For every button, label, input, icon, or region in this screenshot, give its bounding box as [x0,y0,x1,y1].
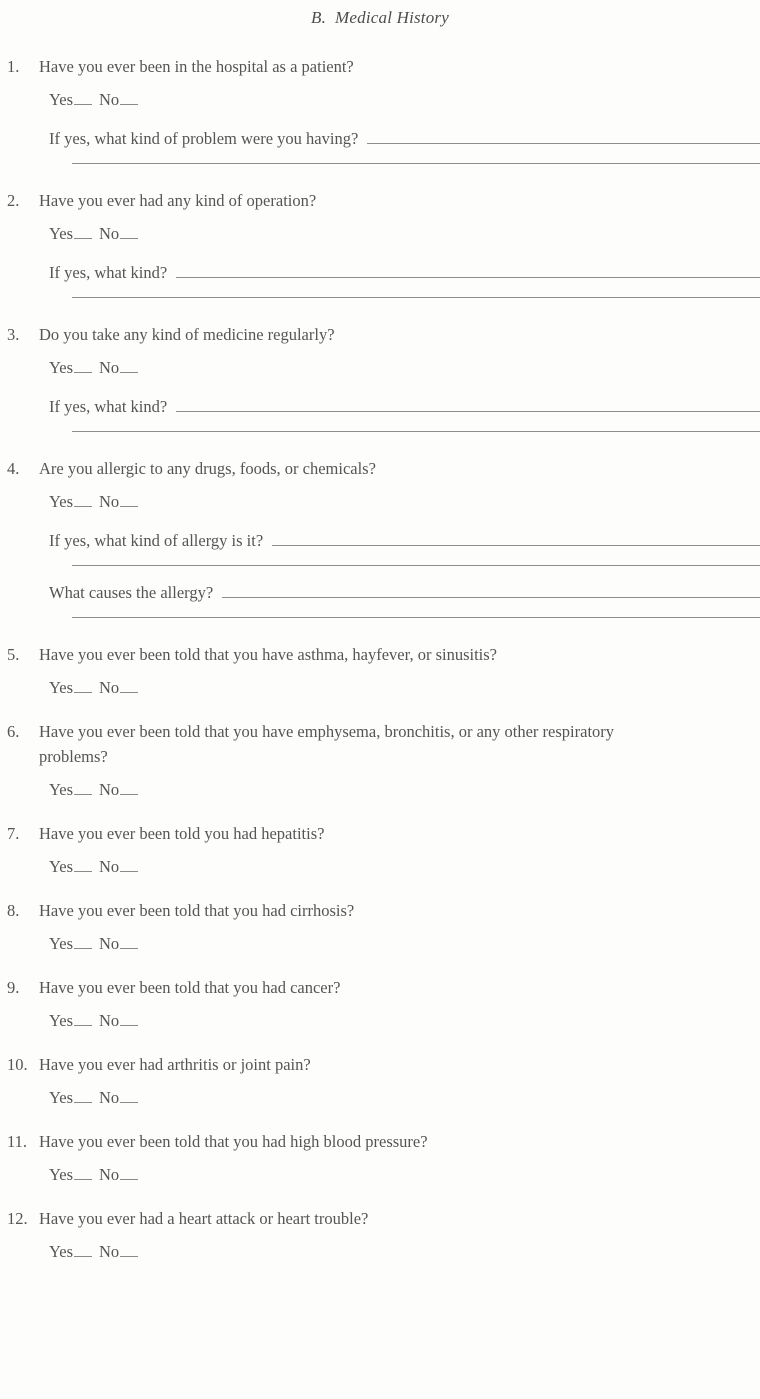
question-spacer [0,700,760,719]
yes-checkbox-blank[interactable] [74,1242,92,1257]
question-spacer [0,298,760,322]
yes-label: Yes [49,1088,74,1107]
question-spacer [0,1033,760,1052]
no-checkbox-blank[interactable] [120,678,138,693]
question-text: Have you ever had a heart attack or heart trouble? [39,1209,369,1228]
question-item [7,898,760,956]
question-item [7,322,760,432]
no-label: No [99,90,120,109]
yes-checkbox-blank[interactable] [74,492,92,507]
question-text: Do you take any kind of medicine regularly? [39,325,335,344]
yes-no-answer-row [49,777,760,802]
question-number: 8. [7,901,20,920]
no-checkbox-blank[interactable] [120,1242,138,1257]
yes-no-answer-row [49,355,760,380]
yes-label: Yes [49,780,74,799]
question-number: 7. [7,824,20,843]
question-item [7,188,760,298]
yes-checkbox-blank[interactable] [74,780,92,795]
no-label: No [99,678,120,697]
no-checkbox-blank[interactable] [120,1011,138,1026]
question-spacer [0,956,760,975]
yes-checkbox-blank[interactable] [74,857,92,872]
question-number: 2. [7,191,20,210]
yes-checkbox-blank[interactable] [74,1165,92,1180]
question-number: 6. [7,722,20,741]
question-spacer [0,802,760,821]
question-item [7,1129,760,1187]
question-spacer [0,618,760,642]
question-spacer [0,1110,760,1129]
question-text: Have you ever been told you had hepatitis? [39,824,325,843]
yes-label: Yes [49,678,74,697]
question-number: 9. [7,978,20,997]
question-text: Have you ever had any kind of operation? [39,191,317,210]
question-item [7,1052,760,1110]
yes-no-answer-row [49,87,760,112]
yes-label: Yes [49,934,74,953]
question-text: Have you ever had arthritis or joint pain? [39,1055,311,1074]
sub-question-row [49,394,760,419]
question-text: Have you ever been in the hospital as a patient? [39,57,354,76]
no-label: No [99,857,120,876]
sub-question-label: If yes, what kind of problem were you having? [49,129,359,148]
no-checkbox-blank[interactable] [120,358,138,373]
question-text: Have you ever been told that you have asthma, hayfever, or sinusitis? [39,645,497,664]
question-item [7,642,760,700]
answer-continuation-line[interactable] [72,565,760,566]
question-text: Have you ever been told that you had cancer? [39,978,341,997]
yes-checkbox-blank[interactable] [74,358,92,373]
question-item [7,975,760,1033]
yes-checkbox-blank[interactable] [74,224,92,239]
no-label: No [99,224,120,243]
question-item [7,456,760,618]
yes-label: Yes [49,492,74,511]
no-checkbox-blank[interactable] [120,780,138,795]
question-number: 1. [7,57,20,76]
yes-no-answer-row [49,1008,760,1033]
sub-question-label: If yes, what kind? [49,397,168,416]
sub-question-row [49,126,760,151]
yes-checkbox-blank[interactable] [74,678,92,693]
answer-write-in-line[interactable] [367,129,760,144]
no-label: No [99,358,120,377]
question-spacer [0,432,760,456]
yes-label: Yes [49,1165,74,1184]
answer-continuation-line[interactable] [72,297,760,298]
sub-question-row [49,580,760,605]
sub-question-row [49,528,760,553]
no-label: No [99,780,120,799]
yes-label: Yes [49,358,74,377]
sub-question-label: If yes, what kind? [49,263,168,282]
no-label: No [99,1165,120,1184]
question-item [7,821,760,879]
sub-question-label: If yes, what kind of allergy is it? [49,531,264,550]
yes-label: Yes [49,90,74,109]
question-number: 4. [7,459,20,478]
question-item [7,1206,760,1264]
page-title [0,0,760,28]
no-checkbox-blank[interactable] [120,1088,138,1103]
no-label: No [99,934,120,953]
no-checkbox-blank[interactable] [120,1165,138,1180]
question-number: 5. [7,645,20,664]
yes-no-answer-row [49,221,760,246]
question-spacer [0,1187,760,1206]
answer-write-in-line[interactable] [272,531,760,546]
no-checkbox-blank[interactable] [120,857,138,872]
yes-no-answer-row [49,489,760,514]
question-text: Have you ever been told that you have emphysema, bronchitis, or any other respiratory problems? [39,722,615,766]
question-spacer [0,879,760,898]
yes-no-answer-row [49,1239,760,1264]
answer-continuation-line[interactable] [72,617,760,618]
section-title-text: Medical History [335,8,449,27]
question-number: 11. [7,1132,28,1151]
no-label: No [99,1242,120,1261]
answer-write-in-line[interactable] [176,397,760,412]
no-checkbox-blank[interactable] [120,934,138,949]
question-spacer [0,1264,760,1283]
yes-checkbox-blank[interactable] [74,1011,92,1026]
question-text: Have you ever been told that you had cirrhosis? [39,901,355,920]
answer-continuation-line[interactable] [72,163,760,164]
yes-label: Yes [49,857,74,876]
no-label: No [99,1011,120,1030]
yes-no-answer-row [49,1162,760,1187]
question-list [0,54,760,1283]
yes-no-answer-row [49,1085,760,1110]
no-label: No [99,1088,120,1107]
answer-continuation-line[interactable] [72,431,760,432]
yes-no-answer-row [49,931,760,956]
sub-question-label: What causes the allergy? [49,583,214,602]
question-item [7,54,760,164]
yes-label: Yes [49,1011,74,1030]
no-checkbox-blank[interactable] [120,90,138,105]
question-text: Are you allergic to any drugs, foods, or chemicals? [39,459,376,478]
answer-write-in-line[interactable] [176,263,760,278]
yes-checkbox-blank[interactable] [74,934,92,949]
yes-no-answer-row [49,675,760,700]
yes-label: Yes [49,224,74,243]
yes-label: Yes [49,1242,74,1261]
no-checkbox-blank[interactable] [120,224,138,239]
no-checkbox-blank[interactable] [120,492,138,507]
question-item [7,719,760,802]
yes-checkbox-blank[interactable] [74,90,92,105]
question-number: 10. [7,1055,28,1074]
yes-no-answer-row [49,854,760,879]
section-letter: B. [311,8,327,27]
question-spacer [0,164,760,188]
question-number: 3. [7,325,20,344]
yes-checkbox-blank[interactable] [74,1088,92,1103]
answer-write-in-line[interactable] [222,583,760,598]
no-label: No [99,492,120,511]
sub-question-row [49,260,760,285]
question-text: Have you ever been told that you had high blood pressure? [39,1132,428,1151]
question-number: 12. [7,1209,28,1228]
